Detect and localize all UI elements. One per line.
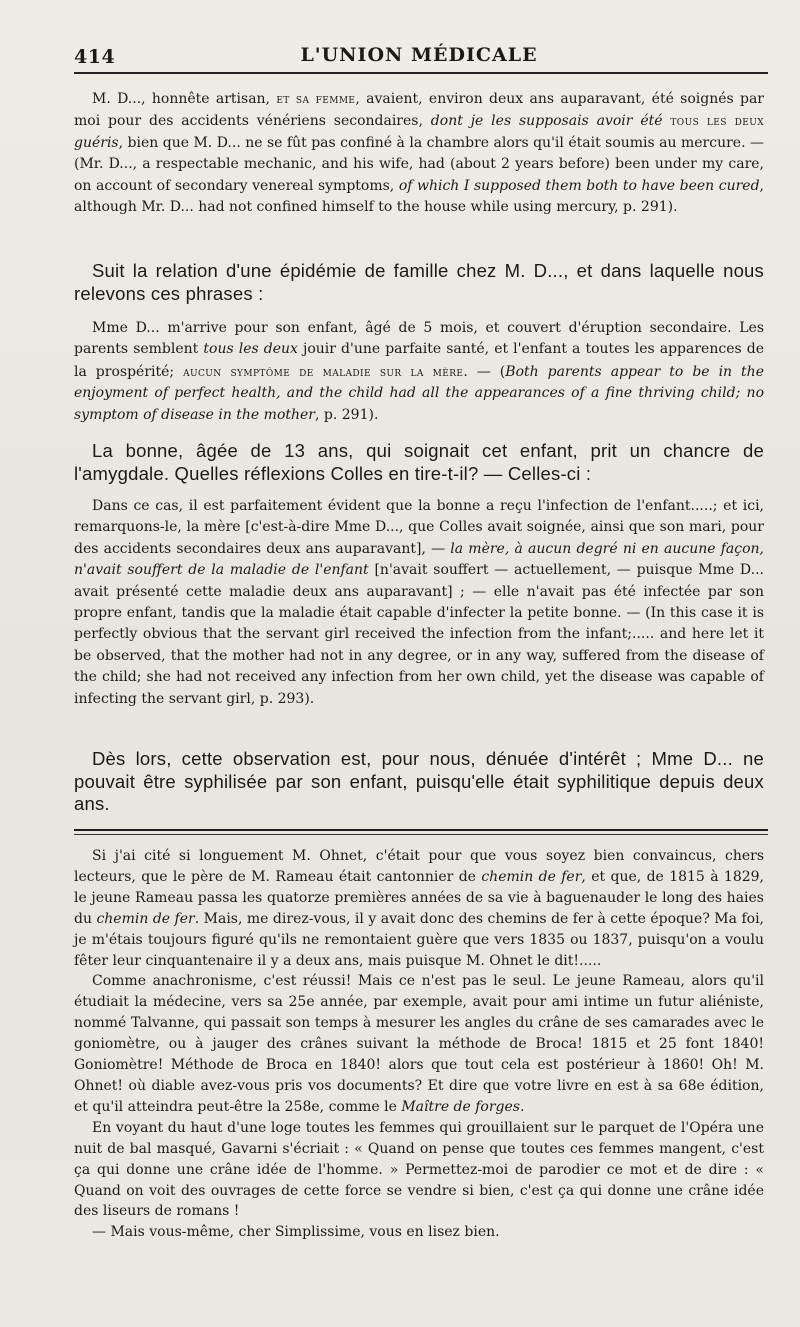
italic-text: la mère, à aucun degré ni en aucune façon, n'avait souffert de la maladie de l'enfant xyxy=(74,540,764,579)
commentary-paragraph-1: Suit la relation d'une épidémie de famille chez M. D..., et dans laquelle nous relevons ces phrases : xyxy=(74,260,764,304)
italic-text: Both parents appear to be in the enjoyment of perfect health, and the child had all the appearances of a fine thriving child; xyxy=(74,363,764,402)
small-caps-text: tous les deux xyxy=(670,113,765,129)
page-number: 414 xyxy=(74,46,116,68)
italic-text: chemin de fer xyxy=(96,910,195,927)
small-caps-text: aucun symptôme de maladie sur la mère xyxy=(183,363,464,379)
italic-text: tous les deux xyxy=(203,341,298,358)
quote-block-1 xyxy=(74,88,764,218)
page-header xyxy=(74,40,764,70)
feuilleton-paragraph-2: Comme anachronisme, c'est réussi! Mais ce n'est pas le seul. Le jeune Rameau, alors qu'il étudiait la médecine, vers sa 25e année, par exemple, avait pour ami intime un futur aliéniste, nommé Talvanne, qui passait son temps à mesurer les angles du crâne de ses camarades avec le goniomètre, ou à jauger des crânes suivant la méthode de Broca! 1815 et 25 font 1840! Goniomètre! Méthode de Broca en 1840! alors que tout cela est postérieur à 1860! Oh! M. Ohnet! où diable avez-vous pris vos documents? Et dire que votre livre en est à sa 68e édition, et qu'il atteindra peut-être la 258e, comme le Maître de forges. xyxy=(74,973,764,1115)
quote-block-2 xyxy=(74,318,764,426)
feuilleton-rule-thin xyxy=(74,834,768,835)
italic-text: Maître de forges xyxy=(401,1098,520,1115)
commentary-paragraph-2: La bonne, âgée de 13 ans, qui soignait cet enfant, prit un chancre de l'amygdale. Quelles réflexions Colles en tire-t-il? — Celles-ci : xyxy=(74,440,764,484)
feuilleton-rule-thick xyxy=(74,829,768,831)
italic-text: no symptom of disease in the mother xyxy=(74,385,764,423)
italic-text: dont je les supposais avoir été xyxy=(430,113,663,130)
small-caps-text: et sa femme xyxy=(276,91,356,106)
quote-2-text: Mme D... m'arrive pour son enfant, âgé de 5 mois, et couvert d'éruption secondaire. Les parents semblent tous les deux jouir d'une parfaite santé, et l'enfant a toutes les apparences de la prospérité; aucun symptôme de maladie sur la mère. — (Both parents appear to be in the enjoyment of perfect health, and the child had all the appearances of a fine thriving child; no symptom of disease in the mother, p. 291). xyxy=(74,320,764,423)
header-rule xyxy=(74,72,768,74)
feuilleton-section xyxy=(74,846,764,1243)
commentary-paragraph-3: Dès lors, cette observation est, pour nous, dénuée d'intérêt ; Mme D... ne pouvait être syphilisée par son enfant, puisqu'elle était syphilitique depuis deux ans. xyxy=(74,748,764,814)
running-title: L'UNION MÉDICALE xyxy=(300,44,538,66)
quote-3-text: Dans ce cas, il est parfaitement évident que la bonne a reçu l'infection de l'enfant.....; et ici, remarquons-le, la mère [c'est-à-dire Mme D..., que Colles avait soignée, ainsi que son mari, pour des accidents secondaires deux ans auparavant], — la mère, à aucun degré ni en aucune façon, n'avait souffert de la maladie de l'enfant [n'avait souffert — actuellement, — puisque Mme D... avait présenté cette maladie deux ans auparavant] ; — elle n'avait pas été infectée par son propre enfant, tandis que la maladie était capable d'infecter la petite bonne. — (In this case it is perfectly obvious that the servant girl received the infection from the infant;..... and here let it be observed, that the mother had not in any degree, or in any way, suffered from the disease of the child; she had not received any infection from her own child, yet the disease was capable of infecting the servant girl, p. 293). xyxy=(74,498,765,707)
feuilleton-paragraph-1: Si j'ai cité si longuement M. Ohnet, c'était pour que vous soyez bien convaincus, chers lecteurs, que le père de M. Rameau était cantonnier de chemin de fer, et que, de 1815 à 1829, le jeune Rameau passa les quatorze premières années de sa vie à baguenauder le long des haies du chemin de fer. Mais, me direz-vous, il y avait donc des chemins de fer à cette époque? Ma foi, je m'étais toujours figuré qu'ils ne remontaient guère que vers 1835 ou 1837, puisqu'on a voulu fêter leur cinquantenaire il y a deux ans, mais puisque M. Ohnet le dit!..... xyxy=(74,848,765,969)
quote-block-3 xyxy=(74,496,764,710)
quote-1-text: M. D..., honnête artisan, et sa femme, avaient, environ deux ans auparavant, été soignés par moi pour des accidents vénériens secondaires, dont je les supposais avoir été tous les deux guéris, bien que M. D... ne se fût pas confiné à la chambre alors qu'il était soumis au mercure. — (Mr. D..., a respectable mechanic, and his wife, had (about 2 years before) been under my care, on account of secondary venereal symptoms, of which I supposed them both to have been cured, although Mr. D... had not confined himself to the house while using mercury, p. 291). xyxy=(74,91,765,216)
italic-text: chemin de fer xyxy=(481,868,582,885)
italic-text: of which I supposed them both to have been cured xyxy=(398,177,760,194)
italic-text: guéris xyxy=(74,134,119,151)
feuilleton-paragraph-4: — Mais vous-même, cher Simplissime, vous en lisez bien. xyxy=(92,1224,500,1241)
feuilleton-paragraph-3: En voyant du haut d'une loge toutes les femmes qui grouillaient sur le parquet de l'Opéra une nuit de bal masqué, Gavarni s'écriait : « Quand on pense que toutes ces femmes mangent, c'est ça qui donne une crâne idée de l'homme. » Permettez-moi de parodier ce mot et de dire : « Quand on voit des ouvrages de cette force se vendre si bien, c'est ça qui donne une crâne idée des liseurs de romans ! xyxy=(74,1119,764,1220)
